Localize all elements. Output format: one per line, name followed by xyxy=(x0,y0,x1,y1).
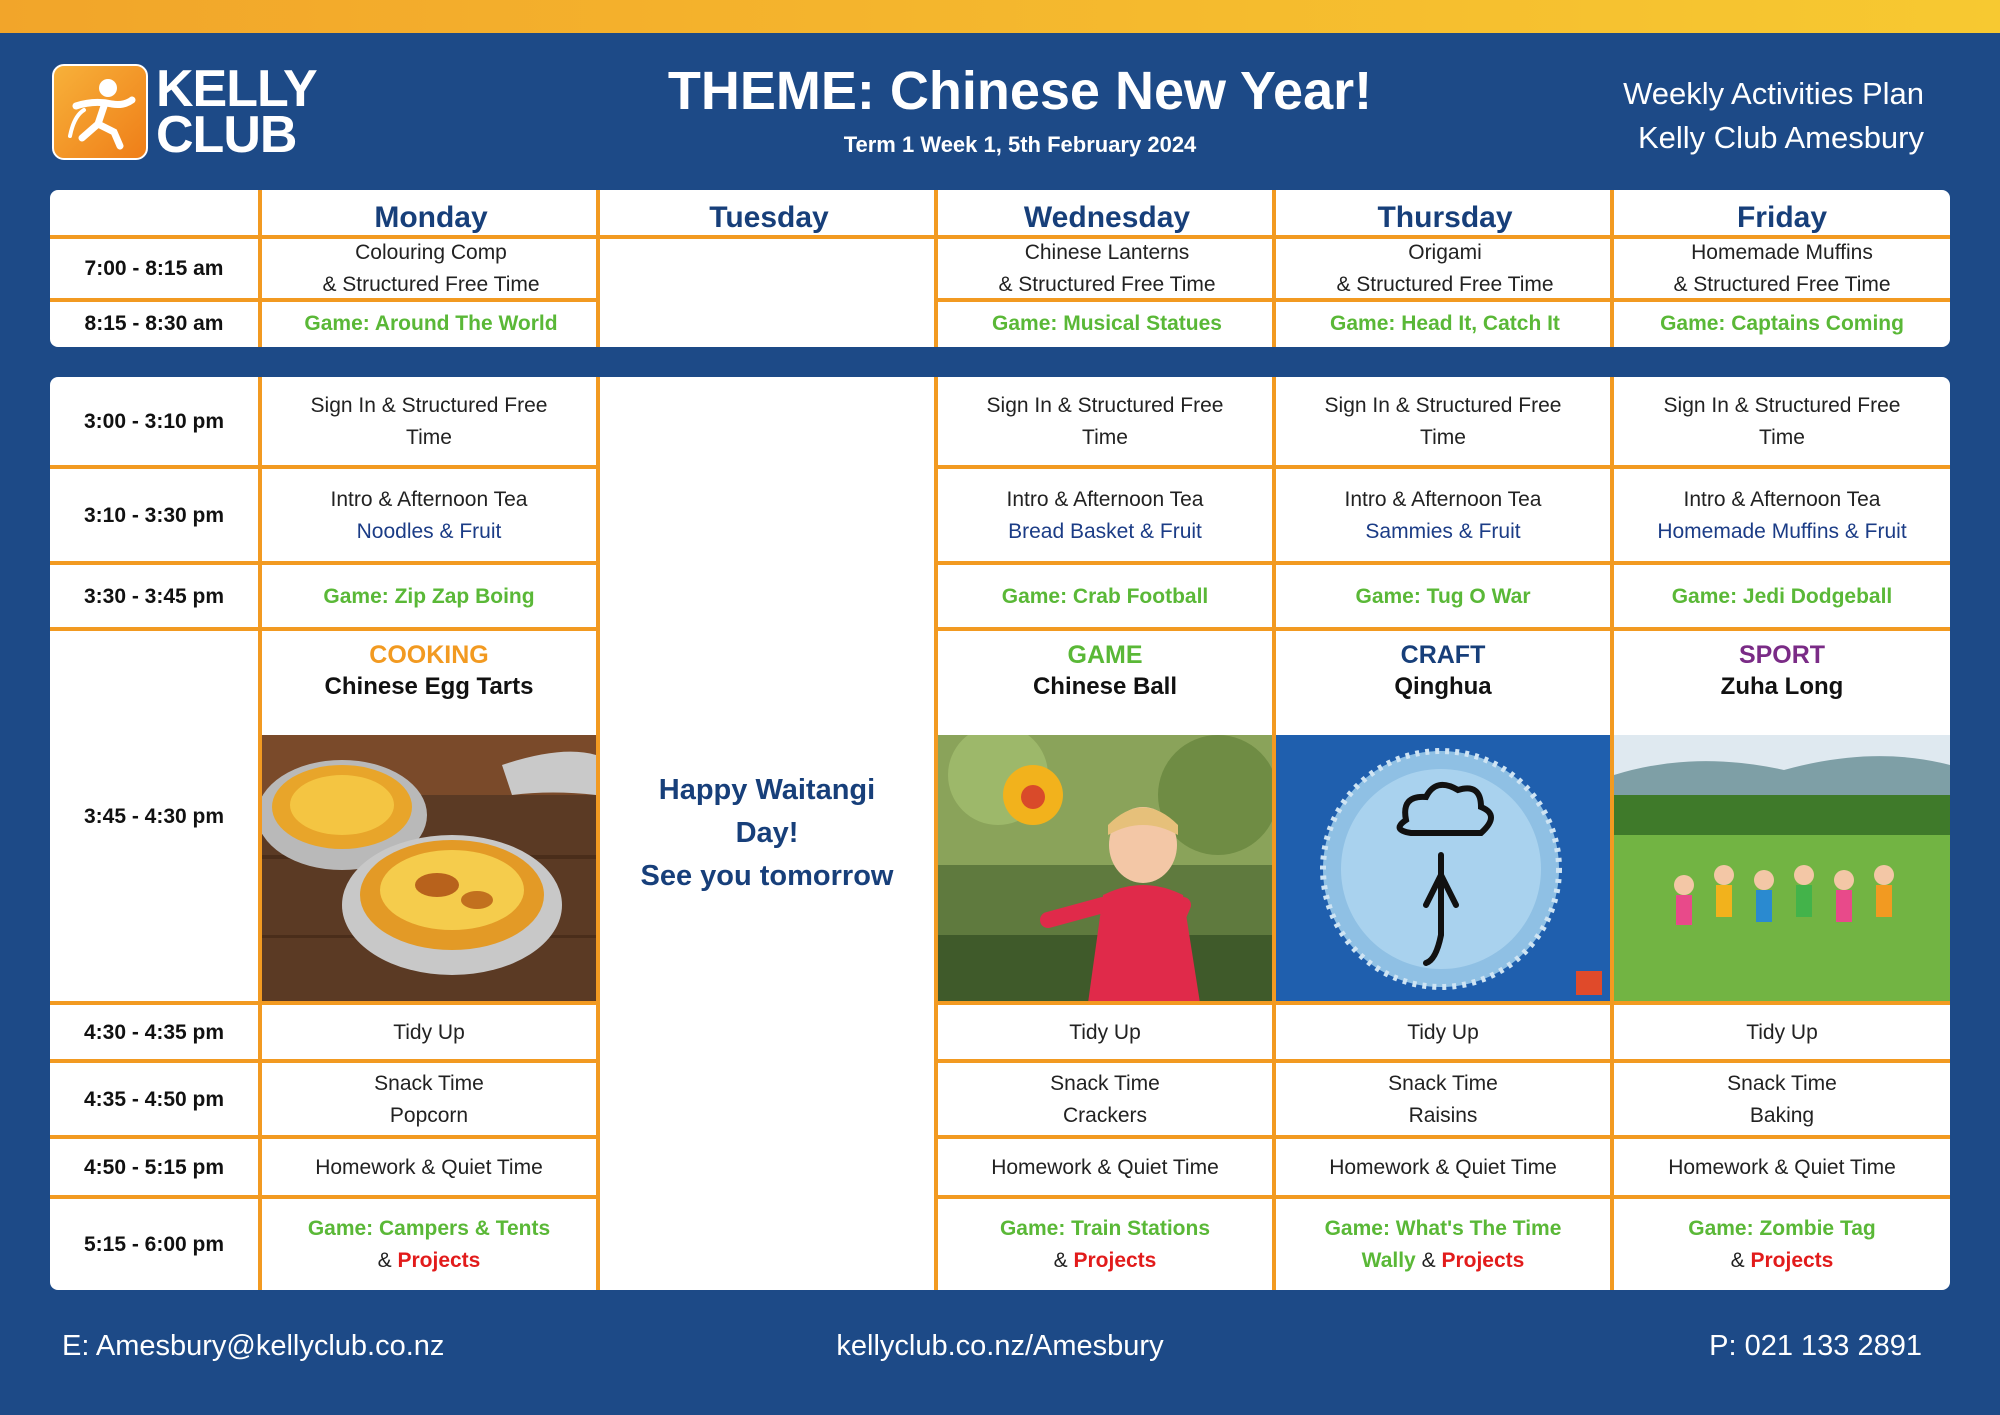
tidy-cell-thursday: Tidy Up xyxy=(1407,1021,1479,1044)
tea-cell-wednesday xyxy=(938,469,1272,563)
snack-item: Raisins xyxy=(1408,1104,1478,1127)
snack-label: Snack Time xyxy=(1050,1072,1160,1095)
snack-label: Snack Time xyxy=(1388,1072,1498,1095)
grid-line xyxy=(1272,377,1276,1290)
tea-cell-thursday xyxy=(1276,469,1610,563)
activity-cell-wednesday xyxy=(938,631,1272,731)
footer-website[interactable]: kellyclub.co.nz/Amesbury xyxy=(836,1330,1164,1362)
time-slot: 3:45 - 4:30 pm xyxy=(83,805,225,828)
snack-cell-wednesday xyxy=(938,1063,1272,1137)
final-game-cell-friday xyxy=(1614,1199,1950,1290)
grid-line xyxy=(50,1001,600,1005)
morning-schedule-table xyxy=(50,190,1950,347)
grid-line xyxy=(258,190,262,347)
amp: & xyxy=(1730,1248,1745,1272)
grid-line xyxy=(934,1195,1950,1199)
grid-line xyxy=(934,190,938,347)
grid-line xyxy=(50,298,600,302)
grid-line xyxy=(50,561,600,565)
activity-name: Qinghua xyxy=(1394,673,1492,700)
running-figure-icon xyxy=(52,64,148,160)
projects-line xyxy=(1362,1245,1525,1277)
activity-name: Zuha Long xyxy=(1720,673,1844,700)
intro-line: Intro & Afternoon Tea xyxy=(330,488,528,511)
tea-cell-monday xyxy=(262,469,596,563)
intro-line: Intro & Afternoon Tea xyxy=(1683,488,1881,511)
snack-item: Popcorn xyxy=(389,1104,469,1127)
grid-line xyxy=(1272,190,1276,347)
projects-label: Projects xyxy=(397,1248,481,1272)
activity-line: Chinese Lanterns xyxy=(1024,241,1190,264)
day-header-wednesday: Wednesday xyxy=(1023,201,1191,234)
final-game-cont: Wally xyxy=(1361,1248,1416,1272)
grid-line xyxy=(1610,190,1614,347)
day-header-monday: Monday xyxy=(374,201,488,234)
zuha-long-photo xyxy=(1614,735,1950,1003)
plan-label-line1: Weekly Activities Plan xyxy=(1623,76,1924,111)
top-accent-bar xyxy=(0,0,2000,33)
signin-line: Sign In & Structured Free xyxy=(986,394,1224,417)
projects-label: Projects xyxy=(1750,1248,1834,1272)
snack-cell-friday xyxy=(1614,1063,1950,1137)
afternoon-schedule-table xyxy=(50,377,1950,1290)
footer-email[interactable]: E: Amesbury@kellyclub.co.nz xyxy=(62,1330,445,1362)
signin-cell-thursday xyxy=(1276,377,1610,467)
activity-cell-monday xyxy=(262,238,600,300)
tea-cell-friday xyxy=(1614,469,1950,563)
amp: & xyxy=(1421,1248,1436,1272)
grid-line xyxy=(596,377,600,1290)
snack-item: Crackers xyxy=(1062,1104,1147,1127)
signin-line: Sign In & Structured Free xyxy=(1324,394,1562,417)
tea-menu: Bread Basket & Fruit xyxy=(1008,520,1202,543)
snack-item: Baking xyxy=(1749,1104,1815,1127)
time-slot: 4:35 - 4:50 pm xyxy=(83,1088,225,1111)
egg-tarts-photo xyxy=(262,735,596,1003)
grid-line xyxy=(50,1059,600,1063)
final-game-cell-wednesday xyxy=(938,1199,1272,1290)
projects-label: Projects xyxy=(1073,1248,1157,1272)
final-game: Game: Train Stations xyxy=(999,1216,1211,1240)
holiday-line: See you tomorrow xyxy=(640,860,894,892)
grid-line xyxy=(50,235,1950,239)
game-cell-wednesday: Game: Musical Statues xyxy=(992,311,1222,335)
activity-cell-wednesday xyxy=(938,238,1276,300)
time-slot: 3:30 - 3:45 pm xyxy=(83,585,225,608)
signin-cell-friday xyxy=(1614,377,1950,467)
snack-label: Snack Time xyxy=(374,1072,484,1095)
footer-phone: P: 021 133 2891 xyxy=(1709,1330,1922,1362)
plan-label-line2: Kelly Club Amesbury xyxy=(1637,120,1924,155)
final-game-cell-monday xyxy=(262,1199,596,1290)
grid-line xyxy=(934,1001,1950,1005)
page-title: THEME: Chinese New Year! xyxy=(667,61,1373,121)
final-game-cell-thursday xyxy=(1276,1199,1610,1290)
signin-cell-wednesday xyxy=(938,377,1272,467)
day-header-tuesday: Tuesday xyxy=(709,201,829,234)
signin-line: Time xyxy=(1082,426,1128,449)
activity-cell-thursday xyxy=(1276,631,1610,731)
activity-line: Homemade Muffins xyxy=(1691,241,1873,264)
grid-line xyxy=(934,465,1950,469)
time-slot: 7:00 - 8:15 am xyxy=(84,257,224,280)
grid-line xyxy=(50,465,600,469)
tea-menu: Noodles & Fruit xyxy=(356,520,502,543)
homework-cell-thursday: Homework & Quiet Time xyxy=(1329,1156,1557,1179)
grid-line xyxy=(1610,377,1614,1290)
homework-cell-wednesday: Homework & Quiet Time xyxy=(991,1156,1219,1179)
signin-line: Sign In & Structured Free xyxy=(1663,394,1901,417)
snack-label: Snack Time xyxy=(1727,1072,1837,1095)
homework-cell-friday: Homework & Quiet Time xyxy=(1668,1156,1896,1179)
holiday-line: Day! xyxy=(735,817,799,849)
activity-cell-monday xyxy=(262,631,596,731)
tea-menu: Sammies & Fruit xyxy=(1365,520,1521,543)
projects-line xyxy=(378,1245,481,1277)
grid-line xyxy=(50,1195,600,1199)
grid-line xyxy=(938,298,1950,302)
activity-category: GAME xyxy=(1067,641,1143,669)
projects-line xyxy=(1054,1245,1157,1277)
activity-cell-thursday xyxy=(1276,238,1614,300)
holiday-line: Happy Waitangi xyxy=(658,774,876,806)
game-cell-friday: Game: Captains Coming xyxy=(1660,311,1904,335)
tidy-cell-wednesday: Tidy Up xyxy=(1069,1021,1141,1044)
amp: & xyxy=(377,1248,392,1272)
activity-cell-friday xyxy=(1614,631,1950,731)
tuesday-holiday-message xyxy=(600,377,934,1290)
activity-category: CRAFT xyxy=(1400,641,1486,669)
time-slot: 5:15 - 6:00 pm xyxy=(83,1232,225,1256)
signin-cell-monday xyxy=(262,377,596,467)
projects-line xyxy=(1731,1245,1834,1277)
activity-cell-friday xyxy=(1614,238,1950,300)
activity-name: Chinese Egg Tarts xyxy=(324,673,534,700)
logo-text-kelly: KELLY xyxy=(156,60,317,118)
game-cell-thursday: Game: Tug O War xyxy=(1355,585,1531,608)
day-header-friday: Friday xyxy=(1736,201,1828,234)
final-game: Game: What's The Time xyxy=(1324,1216,1562,1240)
kelly-club-logo xyxy=(52,60,317,164)
time-slot: 3:00 - 3:10 pm xyxy=(83,410,225,433)
signin-line: Time xyxy=(1759,426,1805,449)
intro-line: Intro & Afternoon Tea xyxy=(1344,488,1542,511)
grid-line xyxy=(258,377,262,1290)
grid-line xyxy=(50,627,600,631)
grid-line xyxy=(934,1135,1950,1139)
time-slot: 4:50 - 5:15 pm xyxy=(83,1156,225,1179)
plan-label xyxy=(1623,72,1924,160)
chinese-ball-photo xyxy=(938,735,1272,1003)
activity-line: & Structured Free Time xyxy=(1673,273,1891,296)
tea-menu: Homemade Muffins & Fruit xyxy=(1657,520,1907,543)
grid-line xyxy=(596,190,600,347)
tidy-cell-monday: Tidy Up xyxy=(393,1021,465,1044)
page-subtitle: Term 1 Week 1, 5th February 2024 xyxy=(843,132,1197,157)
final-game: Game: Zombie Tag xyxy=(1688,1216,1876,1240)
projects-label: Projects xyxy=(1441,1248,1525,1272)
intro-line: Intro & Afternoon Tea xyxy=(1006,488,1204,511)
day-header-thursday: Thursday xyxy=(1377,201,1513,234)
signin-line: Sign In & Structured Free xyxy=(310,394,548,417)
logo-text-club: CLUB xyxy=(156,106,297,164)
time-slot: 8:15 - 8:30 am xyxy=(84,311,224,335)
time-slot: 4:30 - 4:35 pm xyxy=(83,1021,225,1044)
activity-line: Origami xyxy=(1408,241,1482,264)
activity-name: Chinese Ball xyxy=(1032,673,1178,700)
game-cell-thursday: Game: Head It, Catch It xyxy=(1330,311,1560,335)
game-cell-monday: Game: Around The World xyxy=(304,311,558,335)
qinghua-plate-photo xyxy=(1276,735,1610,1003)
homework-cell-monday: Homework & Quiet Time xyxy=(315,1156,543,1179)
game-cell-monday: Game: Zip Zap Boing xyxy=(323,585,535,608)
snack-cell-monday xyxy=(262,1063,596,1137)
tidy-cell-friday: Tidy Up xyxy=(1746,1021,1818,1044)
game-cell-wednesday: Game: Crab Football xyxy=(1001,585,1209,608)
activity-category: COOKING xyxy=(369,641,489,669)
activity-line: & Structured Free Time xyxy=(998,273,1216,296)
snack-cell-thursday xyxy=(1276,1063,1610,1137)
activity-line: & Structured Free Time xyxy=(1336,273,1554,296)
grid-line xyxy=(50,1135,600,1139)
time-slot: 3:10 - 3:30 pm xyxy=(83,504,225,527)
signin-line: Time xyxy=(406,426,452,449)
activity-category: SPORT xyxy=(1738,641,1826,669)
grid-line xyxy=(934,377,938,1290)
grid-line xyxy=(934,1059,1950,1063)
activity-line: & Structured Free Time xyxy=(322,273,540,296)
grid-line xyxy=(934,627,1950,631)
grid-line xyxy=(934,561,1950,565)
game-cell-friday: Game: Jedi Dodgeball xyxy=(1671,585,1893,608)
signin-line: Time xyxy=(1420,426,1466,449)
activity-line: Colouring Comp xyxy=(355,241,507,264)
final-game: Game: Campers & Tents xyxy=(307,1216,551,1240)
amp: & xyxy=(1053,1248,1068,1272)
